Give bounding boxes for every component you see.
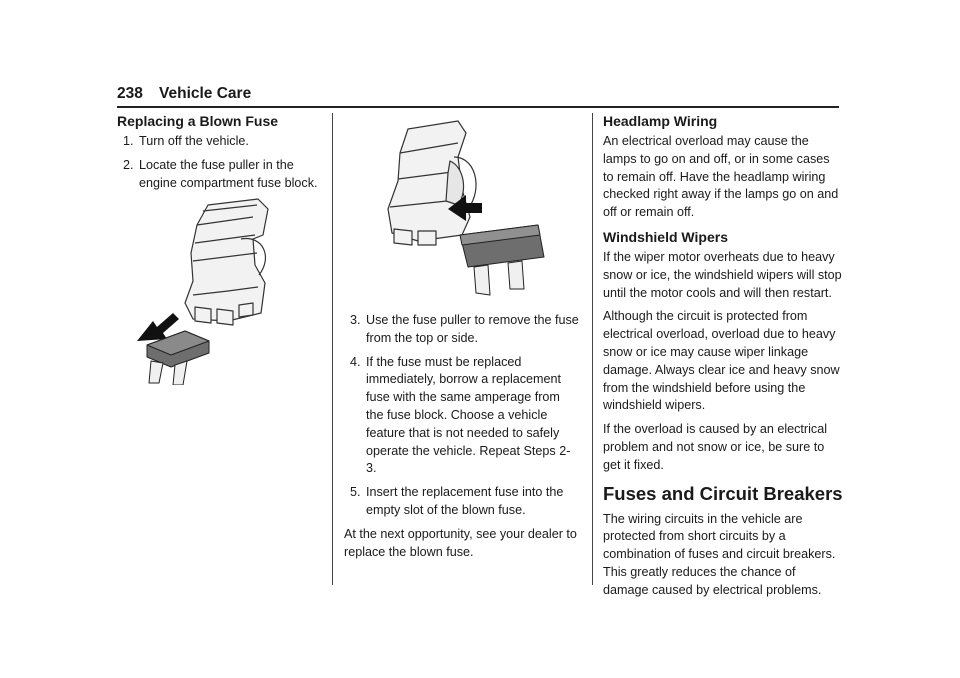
list-item: 1. Turn off the vehicle. [123, 134, 249, 148]
column-1 [117, 112, 322, 198]
steps-list [344, 312, 579, 520]
dealer-note: At the next opportunity, see your dealer to replace the blown fuse. [344, 526, 577, 559]
list-item: 2. Locate the fuse puller in the engine compartment fuse block. [123, 157, 318, 190]
steps-list [117, 133, 322, 192]
paragraph: The wiring circuits in the vehicle are protected from short circuits by a combination of fuses and circuit breakers. This greatly reduces the chance of damage caused by electrical problems. [603, 511, 836, 597]
heading-headlamp-wiring: Headlamp Wiring [603, 113, 718, 129]
paragraph: An electrical overload may cause the lamps to go on and off, or in some cases to remain off. Have the headlamp wiring checked right away if the lamps go on and off or remain off. [603, 134, 839, 220]
list-item: 5. Insert the replacement fuse into the empty slot of the blown fuse. [350, 485, 564, 517]
column-divider [592, 113, 593, 585]
section-title: Vehicle Care [159, 85, 252, 102]
paragraph: If the wiper motor overheats due to heavy snow or ice, the windshield wipers will stop until the motor cools and will then restart. [603, 249, 842, 300]
page-number: 238 [117, 85, 143, 102]
paragraph: Although the circuit is protected from electrical overload, overload due to heavy snow or ice may cause wiper linkage damage. Always clear ice and heavy snow from the windshield before using the windshield wipers. [603, 309, 840, 413]
list-item: 3. Use the fuse puller to remove the fuse from the top or side. [350, 313, 579, 345]
page-header [117, 84, 839, 108]
heading-fuses-circuit-breakers: Fuses and Circuit Breakers [603, 482, 843, 504]
column-divider [332, 113, 333, 585]
fuse-removal-illustration [378, 117, 558, 302]
column-3 [603, 112, 843, 606]
column-2 [344, 312, 579, 567]
heading-replacing-blown-fuse: Replacing a Blown Fuse [117, 113, 279, 129]
paragraph: If the overload is caused by an electrical problem and not snow or ice, be sure to get it fixed. [603, 422, 828, 472]
fuse-puller-illustration [133, 195, 283, 385]
heading-windshield-wipers: Windshield Wipers [603, 228, 728, 245]
list-item: 4. If the fuse must be replaced immediately, borrow a replacement fuse with the same amperage from the fuse block. Choose a vehicle feature that is not needed to safely operate the vehicle. Repeat Steps 2-3. [350, 354, 571, 476]
